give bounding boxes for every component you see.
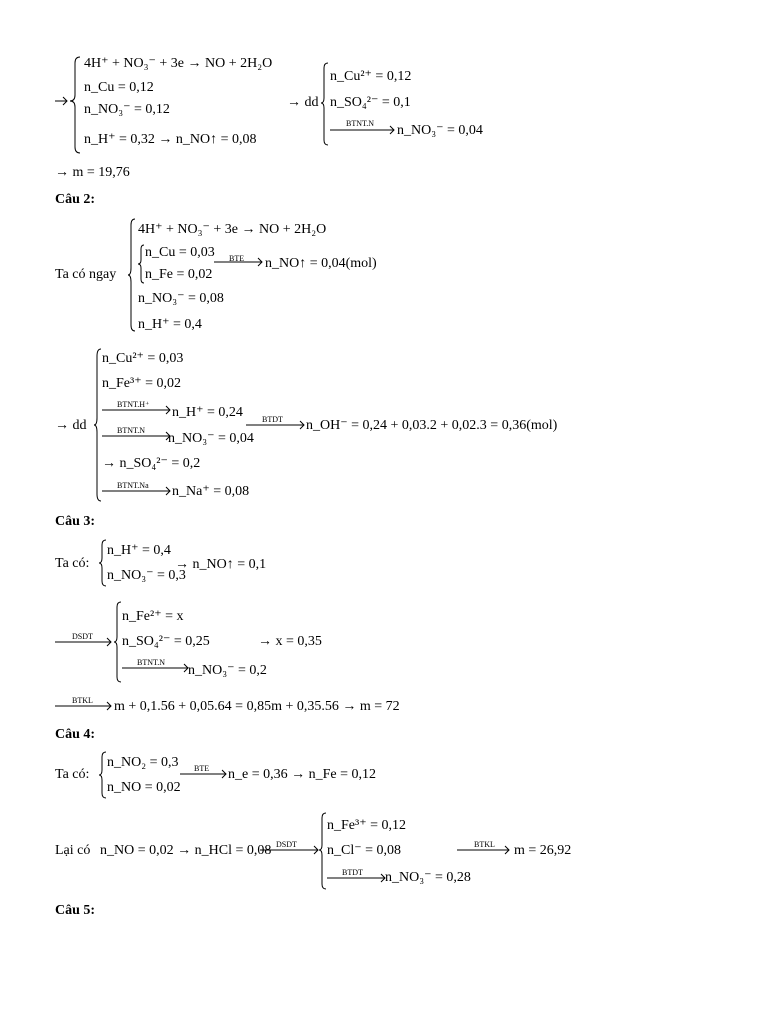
cau4-nno3: n_NO₃⁻ = 0,28: [385, 870, 471, 885]
block1-nno3: n_NO₃⁻ = 0,12: [84, 102, 170, 117]
cau4-lai-eq: n_NO = 0,02 → n_HCl = 0,08: [100, 843, 272, 858]
cau2-nh: n_H⁺ = 0,4: [138, 317, 202, 332]
cau4-ncl: n_Cl⁻ = 0,08: [327, 843, 402, 858]
cau3-dd-no3: n_NO₃⁻ = 0,2: [188, 663, 267, 678]
cau2-intro: Ta có ngay: [55, 267, 117, 282]
cau2-nno: n_NO↑ = 0,04(mol): [265, 256, 377, 271]
label-btdt-cau2: BTDT: [262, 415, 283, 424]
cau3-m-equation: m + 0,1.56 + 0,05.64 = 0,85m + 0,35.56 → m = 72: [114, 699, 400, 714]
block1-equation: 4H⁺ + NO₃⁻ + 3e → NO + 2H₂O: [84, 56, 273, 71]
cau2-dd-fe: n_Fe³⁺ = 0,02: [102, 376, 181, 391]
block1-m-result: → m = 19,76: [55, 165, 130, 180]
label-btkl-cau4: BTKL: [474, 840, 495, 849]
brace-cau2: [127, 218, 137, 333]
cau2-dd-cu: n_Cu²⁺ = 0,03: [102, 351, 184, 366]
label-dsdt-cau4: DSDT: [276, 840, 297, 849]
label-btdt-cau4: BTDT: [342, 868, 363, 877]
cau2-dd-no3: n_NO₃⁻ = 0,04: [168, 431, 254, 446]
cau2-heading: Câu 2:: [55, 192, 96, 207]
cau2-nfe: n_Fe = 0,02: [145, 267, 213, 282]
block1-dd-no3: n_NO₃⁻ = 0,04: [397, 123, 483, 138]
brace-cau2-inner: [137, 244, 145, 284]
block1-dd-label: → dd: [287, 95, 319, 110]
cau2-nno3: n_NO₃⁻ = 0,08: [138, 291, 224, 306]
cau2-dd-h: n_H⁺ = 0,24: [172, 405, 243, 420]
cau4-heading: Câu 4:: [55, 727, 96, 742]
cau2-dd-na: n_Na⁺ = 0,08: [172, 484, 250, 499]
cau3-nso4: n_SO₄²⁻ = 0,25: [122, 634, 210, 649]
cau4-lai-co: Lại có: [55, 843, 91, 858]
block1-nh: n_H⁺ = 0,32 → n_NO↑ = 0,08: [84, 132, 257, 147]
cau3-nfe: n_Fe²⁺ = x: [122, 609, 184, 624]
cau3-nh: n_H⁺ = 0,4: [107, 543, 171, 558]
cau4-m-result: m = 26,92: [514, 843, 572, 858]
label-dsdt-cau3: DSDT: [72, 632, 93, 641]
label-btnt-n-block1: BTNT.N: [346, 119, 375, 128]
cau4-intro: Ta có:: [55, 767, 90, 782]
cau3-intro: Ta có:: [55, 556, 90, 571]
label-btnt-h-cau2: BTNT.H⁺: [117, 400, 150, 409]
cau3-x-result: → x = 0,35: [258, 634, 322, 649]
label-btnt-na-cau2: BTNT.Na: [117, 481, 149, 490]
cau3-nno3: n_NO₃⁻ = 0,3: [107, 568, 186, 583]
block1-ncu: n_Cu = 0,12: [84, 80, 154, 95]
label-btkl-cau3: BTKL: [72, 696, 93, 705]
cau3-nno: → n_NO↑ = 0,1: [175, 557, 267, 572]
cau5-heading: Câu 5:: [55, 903, 96, 918]
cau4-ne: n_e = 0,36 → n_Fe = 0,12: [228, 767, 377, 782]
cau2-noh: n_OH⁻ = 0,24 + 0,03.2 + 0,02.3 = 0,36(mol): [306, 418, 558, 433]
block1-dd-cu: n_Cu²⁺ = 0,12: [330, 69, 412, 84]
block1-dd-so4: n_SO₄²⁻ = 0,1: [330, 95, 411, 110]
cau4-nno: n_NO = 0,02: [107, 780, 181, 795]
cau2-equation: 4H⁺ + NO₃⁻ + 3e → NO + 2H₂O: [138, 222, 327, 237]
cau4-nfe3: n_Fe³⁺ = 0,12: [327, 818, 406, 833]
label-btnt-n-cau3: BTNT.N: [137, 658, 166, 667]
cau4-nno2: n_NO₂ = 0,3: [107, 755, 179, 770]
cau3-heading: Câu 3:: [55, 514, 96, 529]
brace-arrow-block1: [55, 55, 85, 155]
cau2-dd-label: → dd: [55, 418, 87, 433]
brace-block1-dd: [320, 62, 330, 146]
label-bte-cau2: BTE: [229, 254, 245, 263]
label-btnt-n-cau2: BTNT.N: [117, 426, 146, 435]
label-bte-cau4: BTE: [194, 764, 210, 773]
cau2-dd-so4: → n_SO₄²⁻ = 0,2: [102, 456, 201, 471]
cau2-ncu: n_Cu = 0,03: [145, 245, 215, 260]
